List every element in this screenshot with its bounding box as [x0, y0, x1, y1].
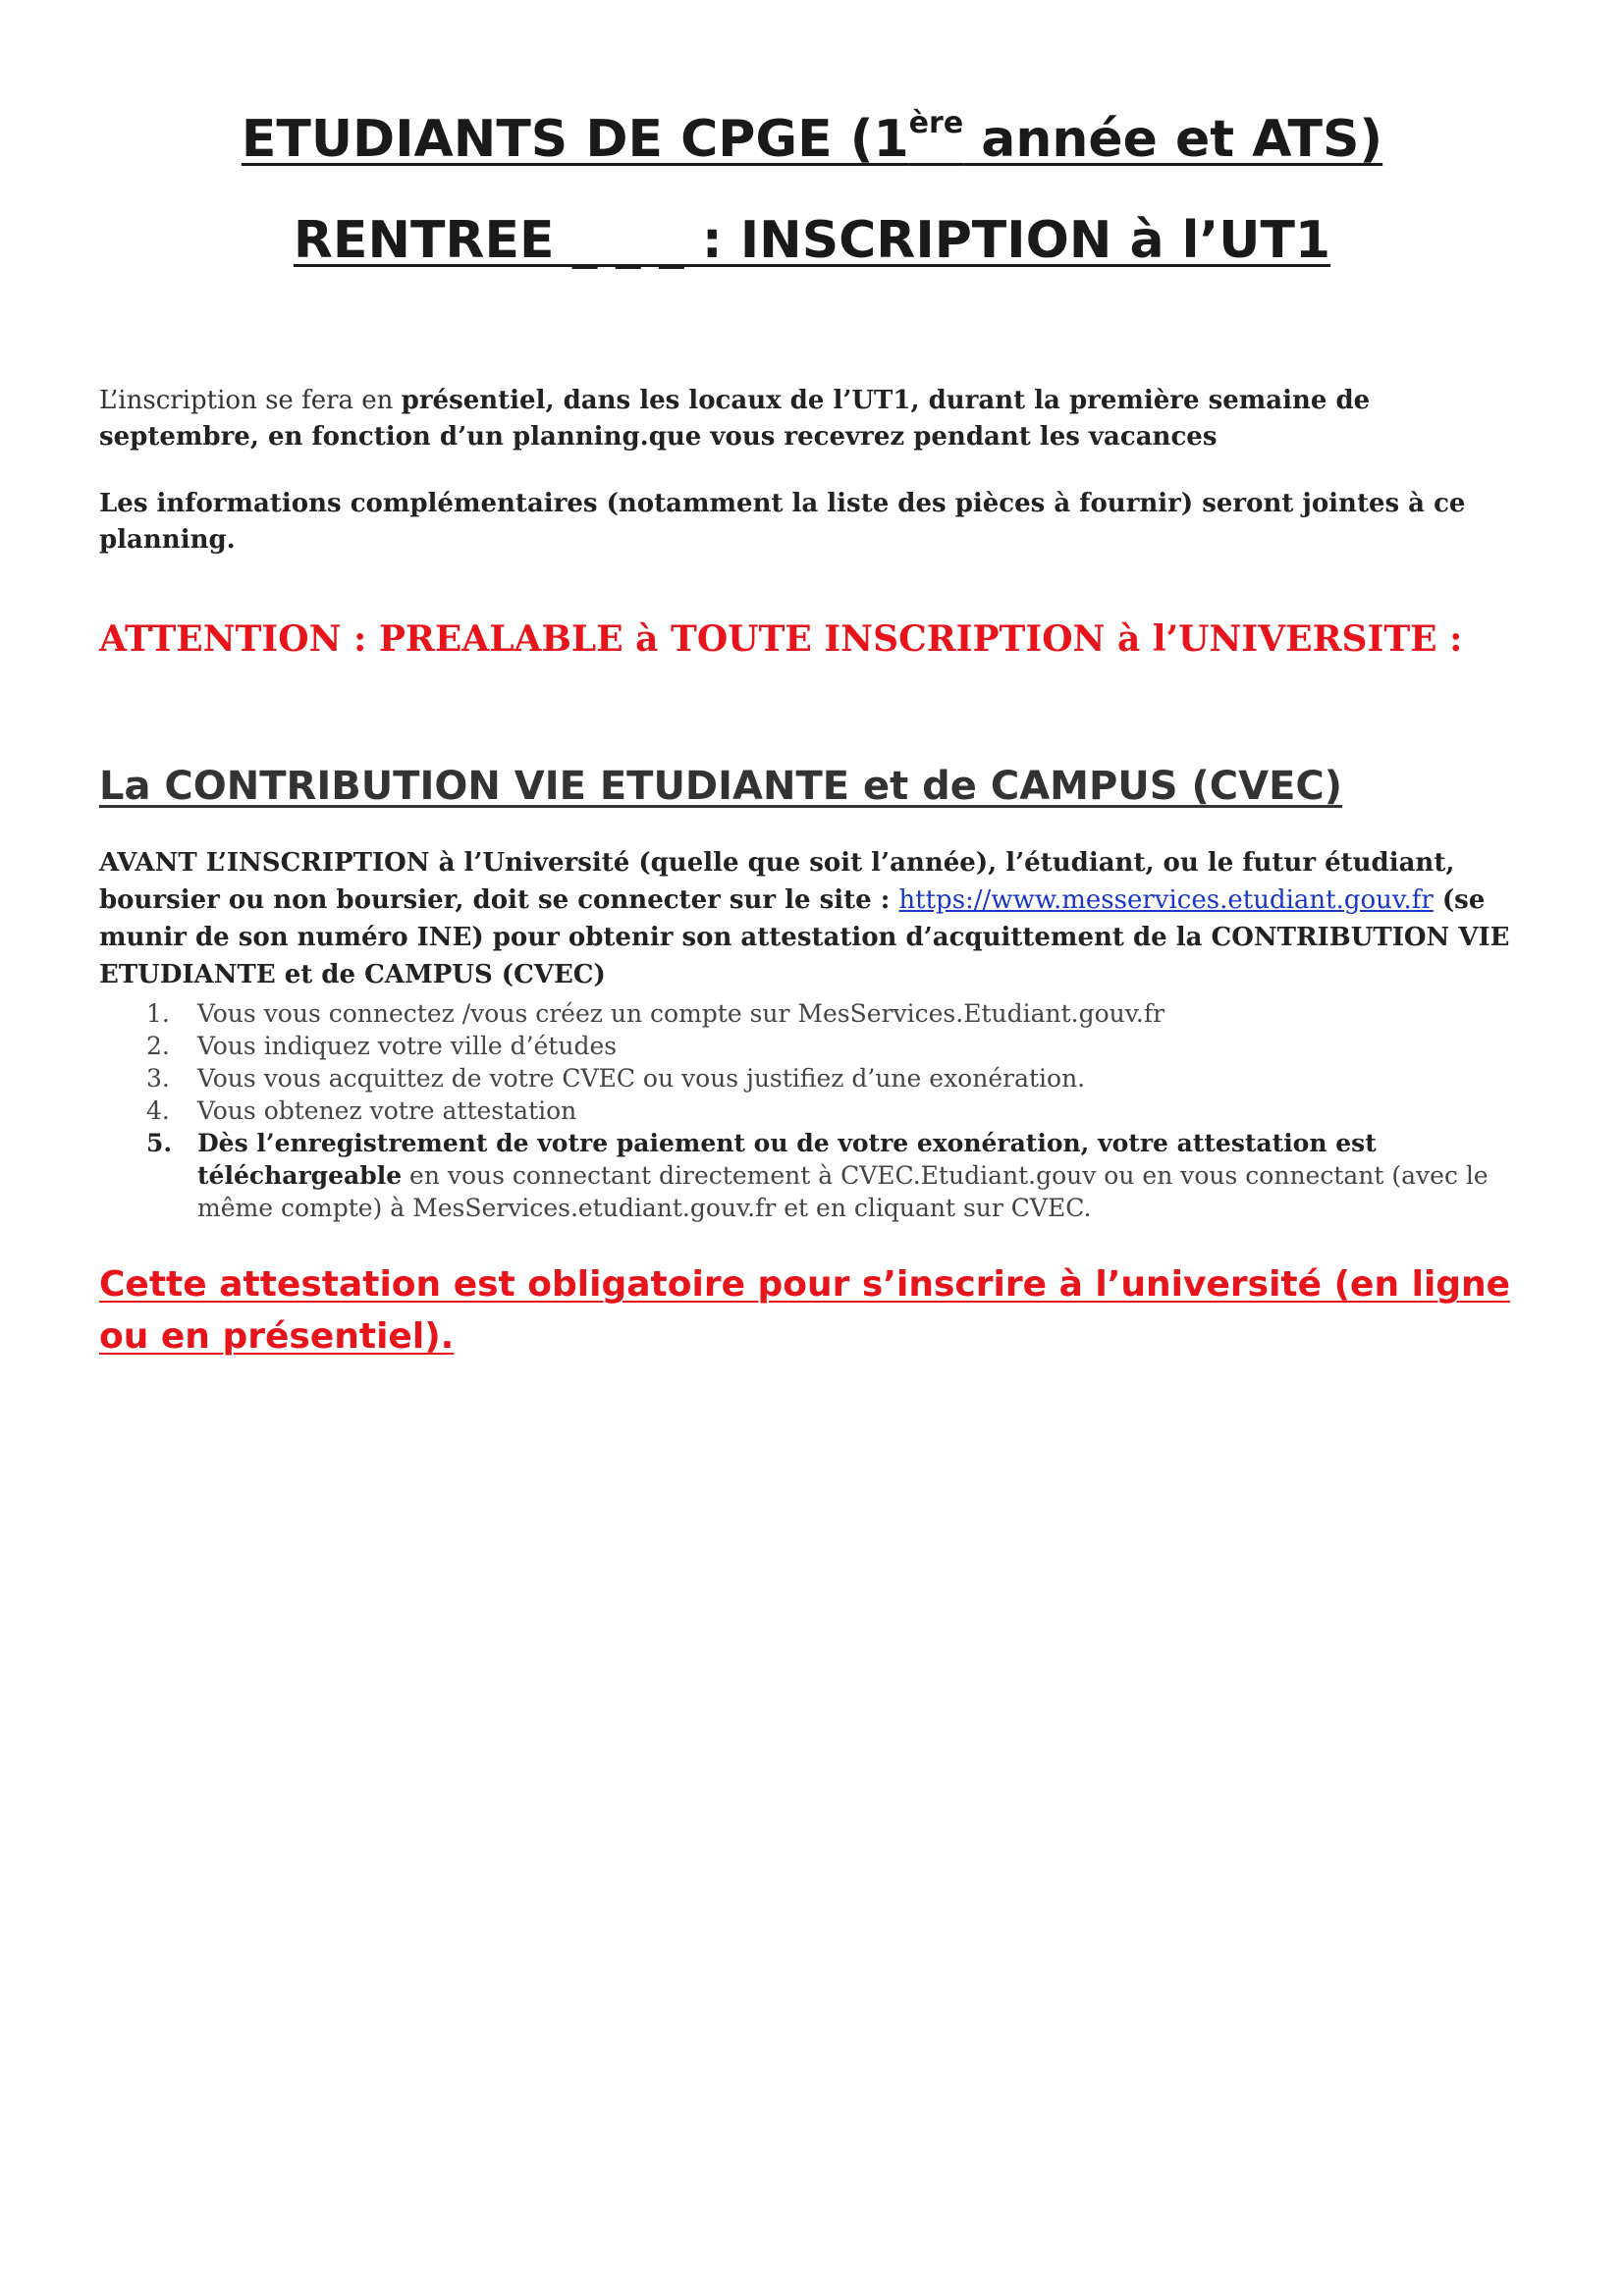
- step-text: Vous vous acquittez de votre CVEC ou vous justifiez d’une exonération.: [197, 1064, 1086, 1093]
- list-item: [99, 1030, 1533, 1062]
- step-text: Vous vous connectez /vous créez un compte sur MesServices.Etudiant.gouv.fr: [197, 999, 1165, 1028]
- step-bold-text: Dès l’enregistrement de votre paiement ou de votre exonération, votre attestation est téléchargeable: [197, 1129, 1377, 1190]
- attention-heading: ATTENTION : PREALABLE à TOUTE INSCRIPTION à l’UNIVERSITE :: [99, 618, 1463, 660]
- intro-paragraph: [99, 383, 1533, 455]
- intro-bold: présentiel, dans les locaux de l’UT1, durant la première semaine de septembre, en fonction d’un planning.que vous recevrez pendant les vacances: [99, 386, 1371, 452]
- step-number: 1.: [146, 999, 170, 1028]
- avant-before-link: AVANT L’INSCRIPTION à l’Université (quelle que soit l’année), l’étudiant, ou le futur étudiant, boursier ou non boursier, doit se connecter sur le site :: [99, 848, 1455, 915]
- list-item: [99, 1095, 1533, 1127]
- step-number: 4.: [146, 1096, 170, 1125]
- title-line1-sup: ère: [908, 105, 964, 140]
- step-number: 3.: [146, 1064, 170, 1093]
- list-item: [99, 997, 1533, 1030]
- step-text: Vous obtenez votre attestation: [197, 1096, 577, 1125]
- messervices-link[interactable]: https://www.messervices.etudiant.gouv.fr: [898, 885, 1434, 915]
- step-number: 5.: [146, 1129, 173, 1157]
- cvec-section-title: La CONTRIBUTION VIE ETUDIANTE et de CAMPUS (CVEC): [99, 764, 1343, 809]
- page-subtitle: RENTREE _ _ _ : INSCRIPTION à l’UT1: [293, 211, 1331, 270]
- step-text: en vous connectant directement à CVEC.Etudiant.gouv ou en vous connectant (avec le même compte) à MesServices.etudiant.gouv.fr et en cliquant sur CVEC.: [197, 1161, 1489, 1222]
- list-item: [99, 1062, 1533, 1095]
- list-item: [99, 1127, 1533, 1224]
- title-line1-before: ETUDIANTS DE CPGE (1: [241, 110, 909, 169]
- avant-after-link: (se munir de son numéro INE) pour obtenir son attestation d’acquittement de la CONTRIBUTION VIE ETUDIANTE et de CAMPUS (CVEC): [99, 885, 1510, 989]
- intro-prefix: L’inscription se fera en: [99, 386, 402, 415]
- page-title: [0, 105, 1624, 169]
- title-line1-after: année et ATS): [963, 110, 1383, 169]
- step-number: 2.: [146, 1032, 170, 1060]
- info-paragraph: Les informations complémentaires (notamment la liste des pièces à fournir) seront jointes à ce planning.: [99, 489, 1466, 555]
- step-text: Vous indiquez votre ville d’études: [197, 1032, 618, 1060]
- avant-paragraph: [99, 844, 1543, 993]
- steps-list: [99, 997, 1533, 1224]
- obligatoire-notice: Cette attestation est obligatoire pour s’inscrire à l’université (en ligne ou en présentiel).: [99, 1264, 1511, 1357]
